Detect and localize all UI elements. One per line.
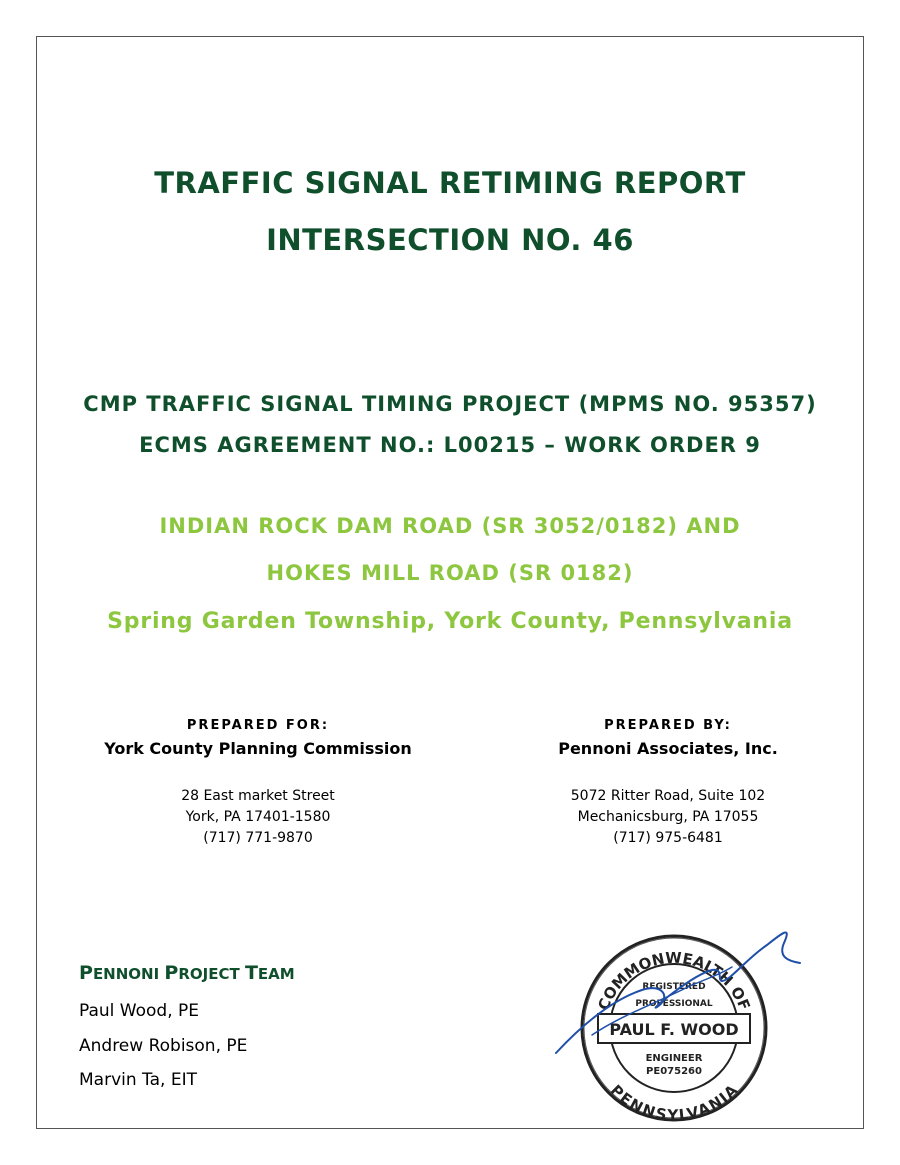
prepared-for-organization: York County Planning Commission bbox=[104, 739, 412, 758]
agreement-number: ECMS AGREEMENT NO.: L00215 – WORK ORDER 9 bbox=[139, 433, 761, 457]
seal-engineer: ENGINEER bbox=[645, 1053, 703, 1064]
seal-license: PE075260 bbox=[646, 1066, 702, 1077]
prepared-for-address1: 28 East market Street bbox=[181, 788, 335, 804]
seal-professional: PROFESSIONAL bbox=[635, 999, 713, 1009]
report-title-line1: TRAFFIC SIGNAL RETIMING REPORT bbox=[154, 166, 746, 200]
location-line2: HOKES MILL ROAD (SR 0182) bbox=[266, 561, 634, 585]
prepared-by-block bbox=[488, 718, 848, 849]
project-team-heading: PENNONI PROJECT TEAM bbox=[79, 962, 295, 984]
seal-name: PAUL F. WOOD bbox=[609, 1020, 739, 1039]
team-member: Paul Wood, PE bbox=[79, 1001, 200, 1021]
team-member: Andrew Robison, PE bbox=[79, 1036, 248, 1056]
prepared-by-label: PREPARED BY: bbox=[604, 718, 732, 733]
prepared-for-label: PREPARED FOR: bbox=[186, 718, 330, 733]
project-name: CMP TRAFFIC SIGNAL TIMING PROJECT (MPMS NO. 95357) bbox=[83, 392, 817, 416]
prepared-by-address2: Mechanicsburg, PA 17055 bbox=[577, 809, 759, 825]
prepared-by-phone: (717) 975-6481 bbox=[613, 830, 723, 846]
prepared-for-block bbox=[78, 718, 438, 849]
team-member: Marvin Ta, EIT bbox=[79, 1070, 197, 1090]
municipality: Spring Garden Township, York County, Pennsylvania bbox=[107, 609, 793, 634]
prepared-for-address2: York, PA 17401-1580 bbox=[185, 809, 331, 825]
seal-top-arc: COMMONWEALTH OF bbox=[594, 948, 754, 1013]
location-line1: INDIAN ROCK DAM ROAD (SR 3052/0182) AND bbox=[159, 514, 741, 538]
prepared-by-address1: 5072 Ritter Road, Suite 102 bbox=[570, 788, 766, 804]
prepared-for-phone: (717) 771-9870 bbox=[203, 830, 313, 846]
seal-registered: REGISTERED bbox=[642, 982, 706, 992]
seal-bottom-arc: PENNSYLVANIA bbox=[606, 1081, 742, 1125]
engineer-seal-icon bbox=[552, 915, 802, 1125]
prepared-by-organization: Pennoni Associates, Inc. bbox=[558, 739, 778, 758]
report-title-line2: INTERSECTION NO. 46 bbox=[266, 223, 634, 257]
